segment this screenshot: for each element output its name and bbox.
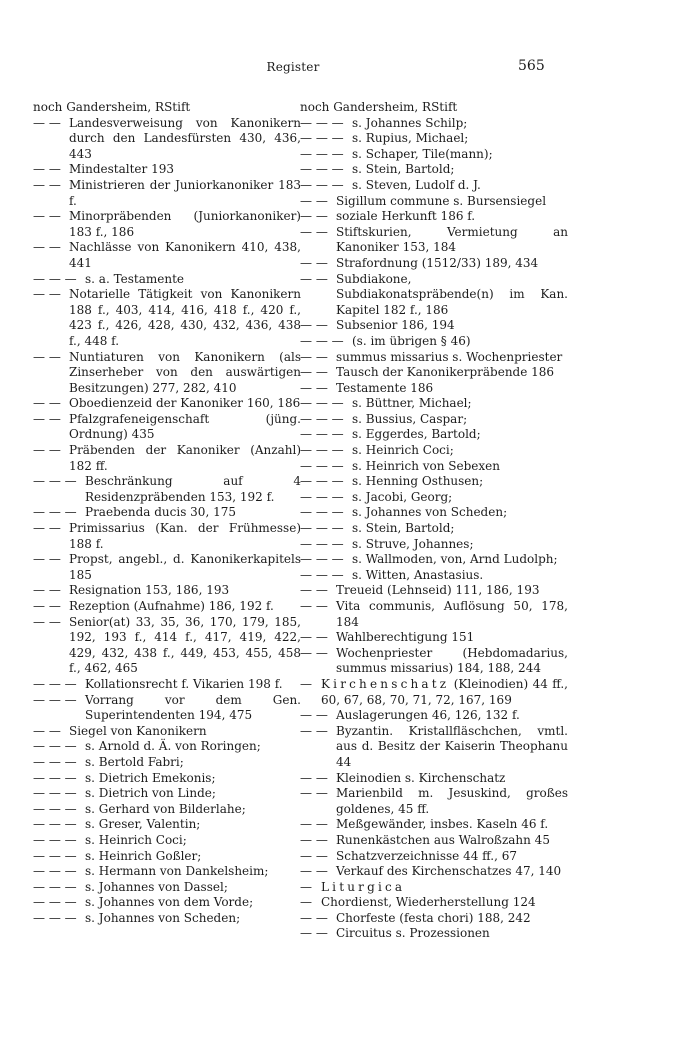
index-entry-text	[300, 771, 568, 787]
index-entry-body: s. Witten, Anastasius.	[352, 567, 484, 582]
index-entry-body: Minorpräbenden (Juniorkanoniker) 183 f., 186	[69, 209, 301, 239]
index-entry	[300, 677, 568, 708]
index-dash: — —	[33, 396, 61, 411]
index-entry	[33, 396, 301, 412]
index-entry-text	[300, 381, 568, 397]
index-dash: — —	[300, 599, 328, 613]
index-entry	[300, 474, 568, 490]
index-entry-body: Siegel von Kanonikern	[69, 723, 207, 738]
index-dash: — — —	[300, 333, 344, 348]
index-dash: — — —	[300, 396, 344, 411]
index-entry-body: s. Arnold d. Ä. von Roringen;	[85, 739, 261, 754]
index-entry	[300, 116, 568, 132]
index-dash: — — —	[33, 770, 77, 785]
index-entry-body: s. Hermann von Dankelsheim;	[85, 864, 269, 879]
index-entry	[300, 552, 568, 568]
index-dash: — — —	[33, 910, 77, 925]
index-dash: — — —	[33, 895, 77, 910]
index-entry	[300, 443, 568, 459]
index-dash: — — —	[33, 879, 77, 894]
index-dash: — — —	[33, 786, 77, 801]
index-dash: — — —	[33, 848, 77, 863]
index-entry	[33, 677, 301, 693]
index-entry-body: Tausch der Kanonikerpräbende 186	[336, 365, 555, 380]
index-entry	[300, 537, 568, 553]
index-dash: — —	[33, 443, 61, 458]
index-dash: — — —	[300, 458, 344, 473]
index-entry	[300, 209, 568, 225]
index-entry	[33, 911, 301, 927]
index-entry-text	[33, 552, 301, 583]
index-dash: — —	[33, 723, 61, 738]
index-entry-body: s. Johannes von Scheden;	[352, 505, 508, 520]
index-entry-body: Meßgewänder, insbes. Kaseln 46 f.	[336, 817, 549, 832]
index-entry-text	[300, 786, 568, 817]
index-entry	[300, 147, 568, 163]
index-entry-text	[33, 350, 301, 397]
index-entry-text	[300, 194, 568, 210]
index-dash: — —	[300, 645, 328, 660]
index-entry	[300, 708, 568, 724]
index-entry-text	[300, 926, 568, 942]
index-entry-text	[300, 630, 568, 646]
index-dash: — —	[300, 365, 328, 380]
index-dash: — —	[300, 926, 328, 941]
index-entry-text	[300, 365, 568, 381]
index-entry-text	[300, 833, 568, 849]
index-entry-body: noch Gandersheim, RStift	[300, 100, 458, 114]
index-entry	[33, 100, 301, 116]
index-entry-body: s. Heinrich von Sebexen	[352, 458, 501, 473]
index-dash: —	[300, 676, 312, 691]
index-dash: — —	[33, 162, 61, 177]
index-entry	[33, 162, 301, 178]
index-dash: — —	[300, 318, 328, 333]
index-entry	[300, 412, 568, 428]
index-dash: — —	[33, 411, 61, 426]
index-entry-body: s. Gerhard von Bilderlahe;	[85, 801, 246, 816]
index-entry-body: Kleinodien s. Kirchenschatz	[336, 770, 506, 785]
index-dash: — — —	[300, 505, 344, 520]
index-entry-text	[300, 849, 568, 865]
index-entry	[300, 880, 568, 896]
index-entry	[33, 755, 301, 771]
index-dash: — —	[300, 848, 328, 863]
index-dash: — —	[33, 115, 61, 130]
index-entry-body: Vita communis, Auflösung 50, 178, 184	[336, 599, 568, 629]
index-dash: — —	[300, 770, 328, 785]
index-entry-body: s. Struve, Johannes;	[352, 536, 474, 551]
index-entry-text	[300, 225, 568, 256]
index-entry-body: s. a. Testamente	[85, 271, 185, 286]
index-entry	[300, 256, 568, 272]
index-entry-body: Treueid (Lehnseid) 111, 186, 193	[336, 583, 540, 598]
index-entry-body: Resignation 153, 186, 193	[69, 583, 230, 598]
page-header	[0, 60, 700, 80]
index-entry-body: Stiftskurien, Vermietung an Kanoniker 153, 184	[336, 224, 568, 255]
index-entry	[33, 240, 301, 271]
index-entry-body: Rezeption (Aufnahme) 186, 192 f.	[69, 599, 274, 613]
index-entry-body: Sigillum commune s. Bursensiegel	[336, 193, 547, 208]
index-entry	[33, 724, 301, 740]
index-entry	[33, 178, 301, 209]
index-entry-body: Propst, angebl., d. Kanonikerkapitels 185	[69, 552, 301, 582]
index-dash: — — —	[33, 832, 77, 847]
index-dash: — — —	[300, 131, 344, 146]
index-entry	[300, 225, 568, 256]
index-entry	[300, 194, 568, 210]
index-entry	[33, 583, 301, 599]
index-entry-text	[33, 287, 301, 349]
index-column-right	[300, 100, 568, 942]
index-entry	[33, 693, 301, 724]
index-entry-text	[300, 256, 568, 272]
index-dash: —	[300, 895, 312, 910]
index-entry-body: Marienbild m. Jesuskind, großes goldenes, 45 ff.	[336, 786, 568, 816]
index-entry-body: s. Büttner, Michael;	[352, 396, 472, 411]
index-entry-text	[33, 724, 301, 740]
index-entry-text	[300, 880, 568, 896]
index-entry-body: s. Rupius, Michael;	[352, 131, 469, 146]
page-number: 565	[518, 58, 545, 74]
index-entry	[33, 615, 301, 677]
index-entry-body: Chordienst, Wiederherstellung 124	[321, 895, 536, 910]
index-entry-body: noch Gandersheim, RStift	[33, 100, 191, 114]
index-dash: — —	[300, 209, 328, 224]
index-entry	[33, 272, 301, 288]
index-entry-body: s. Johannes von Dassel;	[85, 879, 228, 894]
index-entry	[300, 272, 568, 319]
index-entry-body: s. Johannes von dem Vorde;	[85, 895, 254, 910]
index-entry	[33, 786, 301, 802]
index-entry-text	[33, 583, 301, 599]
index-entry-body: Vorrang vor dem Gen. Superintendenten 194, 475	[85, 692, 301, 723]
index-entry-text	[33, 443, 301, 474]
index-entry	[33, 833, 301, 849]
index-dash: — — —	[33, 271, 77, 286]
index-entry-body: s. Johannes von Scheden;	[85, 910, 241, 925]
index-entry	[33, 552, 301, 583]
index-entry-body: Praebenda ducis 30, 175	[85, 505, 236, 520]
index-entry	[300, 630, 568, 646]
index-entry	[33, 287, 301, 349]
index-entry-text	[300, 911, 568, 927]
index-heading: Kirchenschatz	[321, 676, 450, 691]
index-entry	[300, 318, 568, 334]
running-head: Register	[266, 60, 320, 74]
index-entry-body: Circuitus s. Prozessionen	[336, 926, 490, 941]
index-dash: — — —	[300, 567, 344, 582]
index-entry	[300, 833, 568, 849]
index-dash: — —	[300, 723, 328, 738]
index-entry-body: s. Johannes Schilp;	[352, 115, 468, 130]
index-entry-body: summus missarius s. Wochenpriester	[336, 349, 563, 364]
index-entry-body: Beschränkung auf 4 Residenzpräbenden 153, 192 f.	[85, 474, 301, 504]
index-entry-body: Primissarius (Kan. der Frühmesse) 188 f.	[69, 521, 301, 551]
index-entry-body: s. Henning Osthusen;	[352, 474, 484, 489]
index-dash: — — —	[300, 536, 344, 551]
index-entry	[300, 817, 568, 833]
index-entry	[300, 131, 568, 147]
index-entry-body: s. Stein, Bartold;	[352, 162, 455, 177]
index-dash: — —	[300, 817, 328, 832]
index-entry	[300, 646, 568, 677]
index-entry-body: s. Stein, Bartold;	[352, 521, 455, 536]
index-entry	[300, 459, 568, 475]
index-entry	[300, 771, 568, 787]
index-entry-body: Subsenior 186, 194	[336, 318, 455, 333]
index-entry	[300, 786, 568, 817]
index-entry-text	[33, 599, 301, 615]
index-entry-body: Nachlässe von Kanonikern 410, 438, 441	[69, 240, 301, 270]
index-entry-body: Kollationsrecht f. Vikarien 198 f.	[85, 676, 283, 691]
index-entry-body: s. Jacobi, Georg;	[352, 489, 453, 504]
index-entry-text	[300, 100, 568, 116]
index-entry-body: s. Schaper, Tile(mann);	[352, 146, 493, 161]
index-dash: — —	[300, 255, 328, 270]
index-entry-body: Mindestalter 193	[69, 162, 174, 177]
index-dash: — —	[300, 864, 328, 879]
index-entry	[33, 771, 301, 787]
index-dash: — —	[33, 583, 61, 598]
index-entry-body: Auslagerungen 46, 126, 132 f.	[336, 708, 520, 723]
index-entry-text	[33, 162, 301, 178]
index-entry-text	[300, 895, 568, 911]
index-entry-text	[300, 646, 568, 677]
index-entry	[300, 521, 568, 537]
index-entry-body: Notarielle Tätigkeit von Kanonikern 188 f., 403, 414, 416, 418 f., 420 f., 423 f., 426, 428, 430, 432, 436, 438 f., 448 f.	[69, 287, 301, 348]
index-entry-text	[300, 209, 568, 225]
index-entry-body: s. Dietrich von Linde;	[85, 786, 216, 801]
index-entry	[300, 427, 568, 443]
index-dash: — —	[300, 630, 328, 645]
index-entry-text	[33, 116, 301, 163]
index-entry-body: Senior(at) 33, 35, 36, 170, 179, 185, 192, 193 f., 414 f., 417, 419, 422, 429, 432, 438 f., 449, 453, 455, 458 f., 462, 465	[69, 614, 301, 676]
index-entry	[300, 365, 568, 381]
index-dash: — —	[300, 708, 328, 723]
index-dash: — — —	[300, 552, 344, 567]
index-entry-body: Byzantin. Kristallfläschchen, vmtl. aus d. Besitz der Kaiserin Theophanu 44	[336, 723, 568, 769]
index-entry-text	[300, 708, 568, 724]
index-entry-body: Pfalzgrafeneigenschaft (jüng. Ordnung) 435	[69, 411, 301, 442]
index-dash: — —	[33, 240, 61, 255]
index-entry	[33, 505, 301, 521]
index-dash: — —	[33, 287, 61, 302]
index-entry-text	[33, 100, 301, 116]
index-entry-text	[300, 677, 568, 708]
index-entry-body: Ministrieren der Juniorkanoniker 183 f.	[69, 177, 301, 208]
index-dash: — —	[33, 177, 61, 192]
index-dash: — — —	[300, 443, 344, 458]
index-entry	[300, 583, 568, 599]
index-entry	[300, 864, 568, 880]
index-dash: — — —	[300, 474, 344, 489]
index-entry-body: (s. im übrigen § 46)	[352, 333, 471, 348]
index-entry-body: s. Dietrich Emekonis;	[85, 770, 216, 785]
index-dash: — — —	[33, 505, 77, 520]
index-entry	[33, 474, 301, 505]
index-entry-body: s. Bertold Fabri;	[85, 754, 184, 769]
index-dash: — —	[300, 271, 328, 286]
index-entry	[300, 926, 568, 942]
index-entry	[300, 381, 568, 397]
index-dash: — —	[33, 349, 61, 364]
index-entry-body: Chorfeste (festa chori) 188, 242	[336, 910, 531, 925]
index-entry	[33, 599, 301, 615]
index-dash: — —	[300, 349, 328, 364]
index-entry	[300, 849, 568, 865]
index-entry-body: s. Wallmoden, von, Arnd Ludolph;	[352, 552, 558, 567]
index-entry	[300, 911, 568, 927]
index-entry-body: Landesverweisung von Kanonikern durch den Landesfürsten 430, 436, 443	[69, 115, 301, 161]
index-dash: — — —	[33, 817, 77, 832]
index-entry	[33, 521, 301, 552]
index-entry	[33, 209, 301, 240]
index-dash: — — —	[33, 692, 77, 707]
index-dash: — — —	[300, 115, 344, 130]
index-dash: — — —	[33, 676, 77, 691]
index-entry	[33, 412, 301, 443]
index-entry	[300, 350, 568, 366]
index-dash: — — —	[33, 754, 77, 769]
index-dash: — — —	[300, 411, 344, 426]
index-dash: — — —	[300, 521, 344, 536]
index-entry-text	[33, 240, 301, 271]
index-dash: — —	[300, 786, 328, 801]
index-dash: — —	[33, 521, 61, 536]
index-entry-text	[33, 615, 301, 677]
index-dash: — —	[33, 599, 61, 613]
index-entry-body: Oboedienzeid der Kanoniker 160, 186	[69, 396, 301, 411]
index-dash: — — —	[300, 177, 344, 192]
index-entry-text	[300, 272, 568, 319]
index-entry	[33, 817, 301, 833]
index-entry-body: Präbenden der Kanoniker (Anzahl) 182 ff.	[69, 443, 301, 473]
index-dash: — —	[300, 193, 328, 208]
index-dash: — — —	[300, 427, 344, 442]
index-entry-text	[300, 864, 568, 880]
index-dash: — — —	[33, 864, 77, 879]
index-entry	[33, 880, 301, 896]
index-entry	[300, 505, 568, 521]
index-entry-body: s. Eggerdes, Bartold;	[352, 427, 481, 442]
index-entry-text	[300, 318, 568, 334]
index-entry	[300, 724, 568, 771]
index-entry-body: Runenkästchen aus Walroßzahn 45	[336, 832, 550, 847]
index-entry	[300, 599, 568, 630]
index-entry-body: Subdiakone, Subdiakonatspräbende(n) im Kan. Kapitel 182 f., 186	[336, 271, 568, 317]
index-dash: — —	[300, 224, 328, 239]
index-entry-body: Schatzverzeichnisse 44 ff., 67	[336, 848, 517, 863]
index-dash: — — —	[300, 162, 344, 177]
index-dash: — — —	[300, 146, 344, 161]
index-entry-text	[33, 209, 301, 240]
index-entry	[300, 100, 568, 116]
index-entry-text	[33, 396, 301, 412]
index-entry-body: s. Greser, Valentin;	[85, 817, 201, 832]
index-entry-text	[300, 599, 568, 630]
index-entry-text	[300, 583, 568, 599]
index-entry-body: Wochenpriester (Hebdomadarius, summus missarius) 184, 188, 244	[336, 645, 568, 676]
index-entry-body: Strafordnung (1512/33) 189, 434	[336, 255, 539, 270]
index-entry-body: s. Bussius, Caspar;	[352, 411, 468, 426]
index-entry	[33, 116, 301, 163]
index-entry-text	[33, 521, 301, 552]
index-entry	[33, 802, 301, 818]
index-entry-text	[300, 817, 568, 833]
index-dash: — —	[33, 209, 61, 224]
index-dash: — —	[33, 614, 61, 629]
index-dash: — — —	[300, 489, 344, 504]
index-dash: — —	[300, 583, 328, 598]
index-entry-body: Wahlberechtigung 151	[336, 630, 475, 645]
index-dash: — — —	[33, 739, 77, 754]
index-entry-body: soziale Herkunft 186 f.	[336, 209, 476, 224]
index-dash: — —	[300, 910, 328, 925]
index-entry	[33, 350, 301, 397]
index-entry-body: s. Heinrich Coci;	[352, 443, 454, 458]
index-entry-text	[300, 350, 568, 366]
index-dash: — —	[300, 832, 328, 847]
index-entry	[300, 396, 568, 412]
index-entry	[33, 739, 301, 755]
index-heading: Liturgica	[321, 879, 406, 894]
index-entry-body: (Kleinodien) 44 ff., 60, 67, 68, 70, 71, 72, 167, 169	[321, 676, 568, 707]
index-dash: — — —	[33, 474, 77, 489]
index-entry	[300, 334, 568, 350]
index-dash: — — —	[33, 801, 77, 816]
index-entry	[300, 568, 568, 584]
index-entry-body: Verkauf des Kirchenschatzes 47, 140	[336, 864, 562, 879]
index-column-left	[33, 100, 301, 926]
index-entry	[300, 162, 568, 178]
index-entry	[33, 443, 301, 474]
index-entry	[300, 178, 568, 194]
index-entry	[33, 895, 301, 911]
index-entry-body: s. Heinrich Goßler;	[85, 848, 202, 863]
index-entry-body: s. Heinrich Coci;	[85, 832, 187, 847]
index-entry	[300, 490, 568, 506]
index-dash: —	[300, 879, 312, 894]
index-dash: — —	[300, 380, 328, 395]
index-entry-body: Testamente 186	[336, 380, 434, 395]
index-entry	[33, 864, 301, 880]
index-entry	[33, 849, 301, 865]
index-dash: — —	[33, 552, 61, 567]
index-entry-body: Nuntiaturen von Kanonikern (als Zinserheber von den auswärtigen Besitzungen) 277, 282, 410	[69, 349, 301, 395]
index-entry-text	[33, 178, 301, 209]
index-entry-text	[33, 412, 301, 443]
index-entry-body: s. Steven, Ludolf d. J.	[352, 177, 481, 192]
index-entry	[300, 895, 568, 911]
index-entry-text	[300, 724, 568, 771]
